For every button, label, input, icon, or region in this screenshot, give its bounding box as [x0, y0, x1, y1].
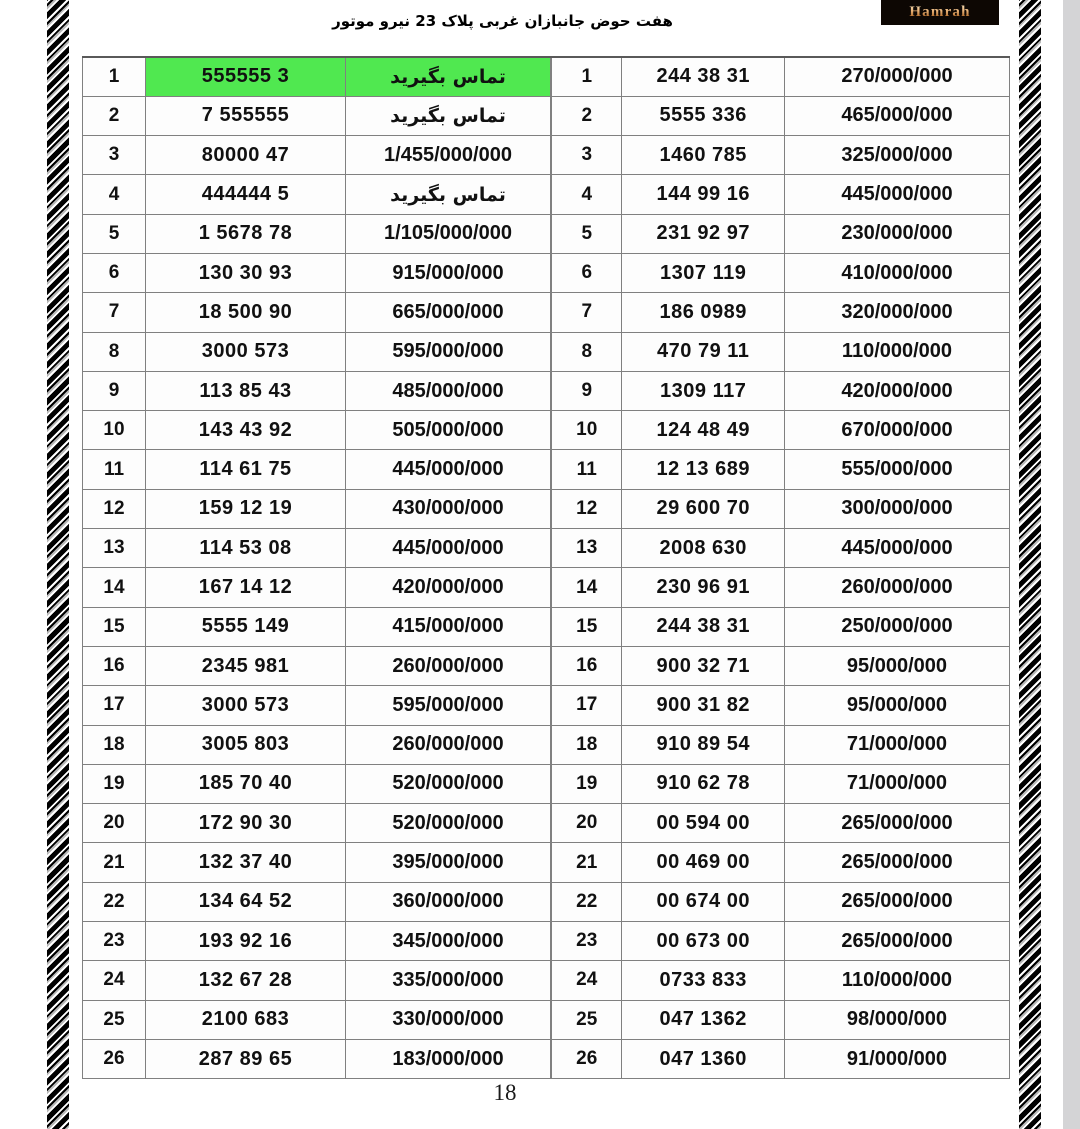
plate-number-cell: 7 555555 [146, 96, 346, 135]
plate-number-cell: 1 5678 78 [146, 214, 346, 253]
plate-number-cell: 0733 833 [622, 961, 785, 1000]
plate-number-cell: 287 89 65 [146, 1039, 346, 1078]
table-row [83, 450, 551, 489]
row-index-cell: 4 [83, 175, 146, 214]
row-index-cell: 7 [552, 293, 622, 332]
row-index-cell: 20 [83, 804, 146, 843]
price-cell: 330/000/000 [346, 1000, 551, 1039]
plate-number-cell: 047 1362 [622, 1000, 785, 1039]
price-cell: 420/000/000 [346, 568, 551, 607]
plate-number-cell: 00 469 00 [622, 843, 785, 882]
left-table-body [83, 57, 551, 1079]
price-cell: 1/455/000/000 [346, 136, 551, 175]
price-cell: 430/000/000 [346, 489, 551, 528]
plate-number-cell: 00 673 00 [622, 922, 785, 961]
price-cell: تماس بگیرید [346, 96, 551, 135]
price-cell: 260/000/000 [784, 568, 1009, 607]
table-row [552, 607, 1010, 646]
price-cell: 250/000/000 [784, 607, 1009, 646]
price-cell: 265/000/000 [784, 804, 1009, 843]
row-index-cell: 9 [552, 371, 622, 410]
plate-number-cell: 910 62 78 [622, 764, 785, 803]
decorative-border-right [1019, 0, 1041, 1129]
plate-number-cell: 144 99 16 [622, 175, 785, 214]
plate-number-cell: 185 70 40 [146, 764, 346, 803]
table-row [83, 253, 551, 292]
row-index-cell: 17 [552, 686, 622, 725]
plate-number-cell: 00 674 00 [622, 882, 785, 921]
row-index-cell: 10 [552, 411, 622, 450]
table-row [83, 804, 551, 843]
price-cell: 260/000/000 [346, 646, 551, 685]
left-listings-table [82, 56, 551, 1079]
price-cell: تماس بگیرید [346, 175, 551, 214]
price-cell: 260/000/000 [346, 725, 551, 764]
table-row [552, 646, 1010, 685]
plate-number-cell: 5555 149 [146, 607, 346, 646]
table-row [83, 332, 551, 371]
row-index-cell: 3 [552, 136, 622, 175]
table-row [83, 686, 551, 725]
page-title: هفت حوض جانبازان غربی پلاک 23 نیرو موتور [332, 12, 673, 30]
row-index-cell: 21 [552, 843, 622, 882]
hamrah-logo-text: Hamrah [909, 4, 971, 20]
plate-number-cell: 186 0989 [622, 293, 785, 332]
table-row [552, 922, 1010, 961]
price-cell: 915/000/000 [346, 253, 551, 292]
plate-number-cell: 172 90 30 [146, 804, 346, 843]
price-cell: 665/000/000 [346, 293, 551, 332]
plate-number-cell: 132 67 28 [146, 961, 346, 1000]
price-cell: 71/000/000 [784, 764, 1009, 803]
plate-number-cell: 244 38 31 [622, 607, 785, 646]
table-row [552, 96, 1010, 135]
row-index-cell: 11 [552, 450, 622, 489]
page-edge-strip [1063, 0, 1080, 1129]
price-cell: 230/000/000 [784, 214, 1009, 253]
plate-number-cell: 900 32 71 [622, 646, 785, 685]
row-index-cell: 11 [83, 450, 146, 489]
table-row [83, 882, 551, 921]
price-cell: 360/000/000 [346, 882, 551, 921]
price-cell: 71/000/000 [784, 725, 1009, 764]
table-row [552, 293, 1010, 332]
table-row [83, 1039, 551, 1078]
row-index-cell: 23 [83, 922, 146, 961]
table-row [552, 371, 1010, 410]
price-cell: 320/000/000 [784, 293, 1009, 332]
row-index-cell: 14 [83, 568, 146, 607]
price-cell: 420/000/000 [784, 371, 1009, 410]
table-row [83, 136, 551, 175]
price-cell: 415/000/000 [346, 607, 551, 646]
price-cell: 555/000/000 [784, 450, 1009, 489]
row-index-cell: 19 [83, 764, 146, 803]
row-index-cell: 23 [552, 922, 622, 961]
price-cell: 265/000/000 [784, 843, 1009, 882]
price-cell: 265/000/000 [784, 922, 1009, 961]
plate-number-cell: 130 30 93 [146, 253, 346, 292]
table-row [83, 607, 551, 646]
table-row [83, 489, 551, 528]
row-index-cell: 26 [83, 1039, 146, 1078]
table-row [552, 882, 1010, 921]
row-index-cell: 24 [552, 961, 622, 1000]
price-cell: 270/000/000 [784, 57, 1009, 96]
plate-number-cell: 00 594 00 [622, 804, 785, 843]
price-cell: 520/000/000 [346, 804, 551, 843]
table-row [552, 332, 1010, 371]
row-index-cell: 9 [83, 371, 146, 410]
row-index-cell: 15 [83, 607, 146, 646]
row-index-cell: 25 [83, 1000, 146, 1039]
row-index-cell: 10 [83, 411, 146, 450]
plate-number-cell: 114 61 75 [146, 450, 346, 489]
price-cell: 465/000/000 [784, 96, 1009, 135]
plate-number-cell: 193 92 16 [146, 922, 346, 961]
right-table-body [552, 57, 1010, 1079]
row-index-cell: 21 [83, 843, 146, 882]
table-row [552, 450, 1010, 489]
table-row [83, 293, 551, 332]
price-cell: 91/000/000 [784, 1039, 1009, 1078]
table-row [83, 96, 551, 135]
table-row [83, 568, 551, 607]
row-index-cell: 12 [83, 489, 146, 528]
price-cell: 445/000/000 [346, 450, 551, 489]
table-row [552, 175, 1010, 214]
price-cell: 95/000/000 [784, 686, 1009, 725]
plate-number-cell: 12 13 689 [622, 450, 785, 489]
table-row [83, 961, 551, 1000]
table-row [83, 175, 551, 214]
plate-number-cell: 1307 119 [622, 253, 785, 292]
price-cell: 300/000/000 [784, 489, 1009, 528]
price-cell: 395/000/000 [346, 843, 551, 882]
price-cell: 265/000/000 [784, 882, 1009, 921]
price-cell: 1/105/000/000 [346, 214, 551, 253]
table-row [83, 764, 551, 803]
row-index-cell: 3 [83, 136, 146, 175]
price-cell: 670/000/000 [784, 411, 1009, 450]
row-index-cell: 24 [83, 961, 146, 1000]
table-row [83, 371, 551, 410]
row-index-cell: 25 [552, 1000, 622, 1039]
row-index-cell: 1 [552, 57, 622, 96]
price-cell: 520/000/000 [346, 764, 551, 803]
price-cell: 445/000/000 [784, 529, 1009, 568]
plate-number-cell: 230 96 91 [622, 568, 785, 607]
row-index-cell: 22 [83, 882, 146, 921]
plate-number-cell: 113 85 43 [146, 371, 346, 410]
table-row [552, 686, 1010, 725]
right-listings-table [551, 56, 1010, 1079]
row-index-cell: 6 [552, 253, 622, 292]
row-index-cell: 5 [552, 214, 622, 253]
row-index-cell: 16 [552, 646, 622, 685]
table-row [552, 489, 1010, 528]
row-index-cell: 8 [552, 332, 622, 371]
price-cell: 110/000/000 [784, 332, 1009, 371]
row-index-cell: 2 [83, 96, 146, 135]
price-cell: 98/000/000 [784, 1000, 1009, 1039]
plate-number-cell: 231 92 97 [622, 214, 785, 253]
table-row [83, 214, 551, 253]
table-row [83, 57, 551, 96]
plate-number-cell: 3000 573 [146, 686, 346, 725]
table-row [552, 1000, 1010, 1039]
row-index-cell: 12 [552, 489, 622, 528]
plate-number-cell: 114 53 08 [146, 529, 346, 568]
plate-number-cell: 3000 573 [146, 332, 346, 371]
table-row [552, 1039, 1010, 1078]
price-cell: 325/000/000 [784, 136, 1009, 175]
table-row [552, 214, 1010, 253]
price-cell: 505/000/000 [346, 411, 551, 450]
row-index-cell: 15 [552, 607, 622, 646]
plate-number-cell: 80000 47 [146, 136, 346, 175]
price-cell: 110/000/000 [784, 961, 1009, 1000]
table-row [552, 804, 1010, 843]
price-cell: 595/000/000 [346, 686, 551, 725]
row-index-cell: 13 [83, 529, 146, 568]
plate-number-cell: 2008 630 [622, 529, 785, 568]
plate-number-cell: 159 12 19 [146, 489, 346, 528]
plate-number-cell: 2100 683 [146, 1000, 346, 1039]
plate-number-cell: 18 500 90 [146, 293, 346, 332]
row-index-cell: 4 [552, 175, 622, 214]
table-row [83, 922, 551, 961]
price-cell: 410/000/000 [784, 253, 1009, 292]
listings-tables [82, 56, 1010, 1079]
plate-number-cell: 244 38 31 [622, 57, 785, 96]
table-row [552, 843, 1010, 882]
row-index-cell: 7 [83, 293, 146, 332]
table-row [552, 764, 1010, 803]
row-index-cell: 26 [552, 1039, 622, 1078]
plate-number-cell: 1309 117 [622, 371, 785, 410]
plate-number-cell: 555555 3 [146, 57, 346, 96]
row-index-cell: 2 [552, 96, 622, 135]
table-row [552, 411, 1010, 450]
row-index-cell: 17 [83, 686, 146, 725]
row-index-cell: 18 [552, 725, 622, 764]
row-index-cell: 22 [552, 882, 622, 921]
table-row [83, 529, 551, 568]
plate-number-cell: 3005 803 [146, 725, 346, 764]
price-cell: 445/000/000 [784, 175, 1009, 214]
decorative-border-left [47, 0, 69, 1129]
plate-number-cell: 444444 5 [146, 175, 346, 214]
table-row [552, 961, 1010, 1000]
row-index-cell: 14 [552, 568, 622, 607]
plate-number-cell: 470 79 11 [622, 332, 785, 371]
row-index-cell: 5 [83, 214, 146, 253]
table-row [83, 725, 551, 764]
plate-number-cell: 910 89 54 [622, 725, 785, 764]
price-cell: 485/000/000 [346, 371, 551, 410]
row-index-cell: 19 [552, 764, 622, 803]
table-row [552, 529, 1010, 568]
plate-number-cell: 134 64 52 [146, 882, 346, 921]
price-cell: تماس بگیرید [346, 57, 551, 96]
price-cell: 345/000/000 [346, 922, 551, 961]
price-cell: 595/000/000 [346, 332, 551, 371]
table-row [83, 646, 551, 685]
price-cell: 183/000/000 [346, 1039, 551, 1078]
table-row [552, 568, 1010, 607]
plate-number-cell: 143 43 92 [146, 411, 346, 450]
row-index-cell: 20 [552, 804, 622, 843]
plate-number-cell: 2345 981 [146, 646, 346, 685]
plate-number-cell: 167 14 12 [146, 568, 346, 607]
price-cell: 445/000/000 [346, 529, 551, 568]
price-cell: 335/000/000 [346, 961, 551, 1000]
row-index-cell: 6 [83, 253, 146, 292]
plate-number-cell: 132 37 40 [146, 843, 346, 882]
page-number: 18 [493, 1080, 517, 1105]
table-row [552, 57, 1010, 96]
plate-number-cell: 900 31 82 [622, 686, 785, 725]
table-row [83, 1000, 551, 1039]
plate-number-cell: 5555 336 [622, 96, 785, 135]
table-row [552, 725, 1010, 764]
table-row [83, 411, 551, 450]
plate-number-cell: 1460 785 [622, 136, 785, 175]
row-index-cell: 13 [552, 529, 622, 568]
table-row [552, 136, 1010, 175]
plate-number-cell: 29 600 70 [622, 489, 785, 528]
table-row [552, 253, 1010, 292]
price-cell: 95/000/000 [784, 646, 1009, 685]
plate-number-cell: 124 48 49 [622, 411, 785, 450]
plate-number-cell: 047 1360 [622, 1039, 785, 1078]
row-index-cell: 16 [83, 646, 146, 685]
row-index-cell: 18 [83, 725, 146, 764]
row-index-cell: 1 [83, 57, 146, 96]
table-row [83, 843, 551, 882]
row-index-cell: 8 [83, 332, 146, 371]
